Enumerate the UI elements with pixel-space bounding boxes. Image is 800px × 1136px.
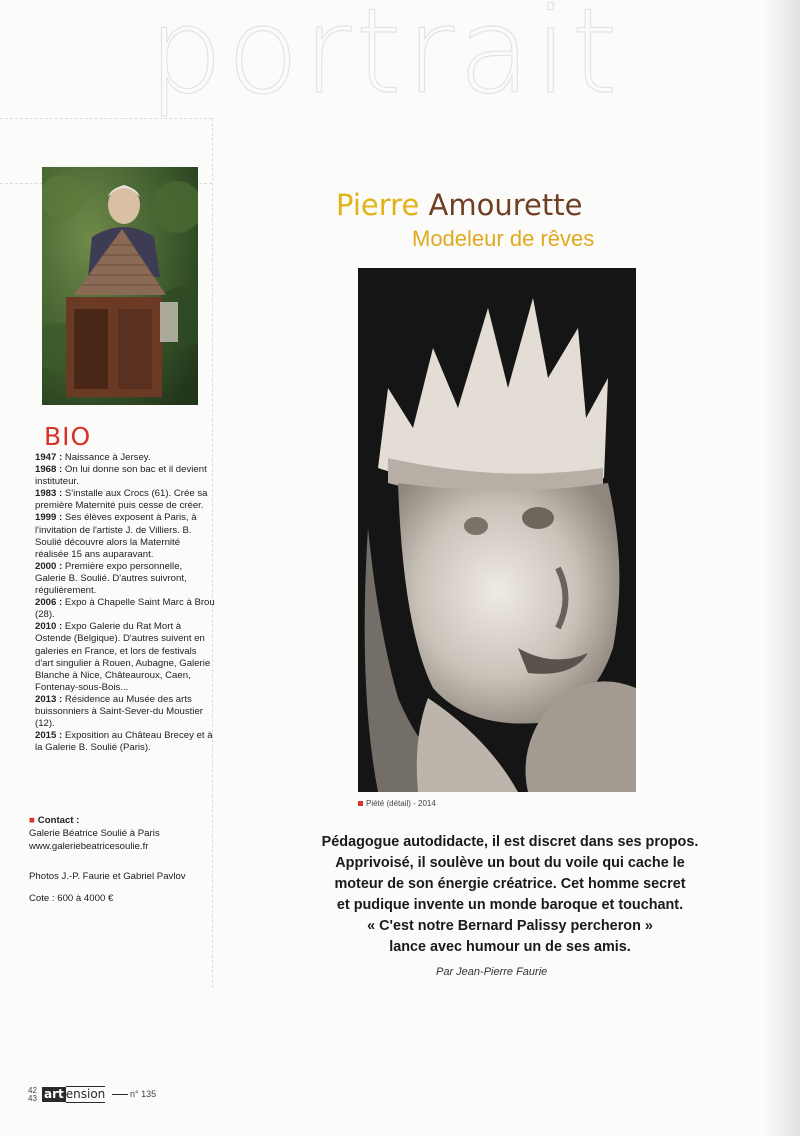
page-numbers [28, 1087, 37, 1103]
bio-item-2013 [35, 694, 215, 730]
bio-text: On lui donne son bac et il devient instituteur. [35, 464, 207, 488]
bio-item-2015 [35, 730, 215, 754]
author-byline: Par Jean-Pierre Faurie [436, 966, 548, 978]
intro-line: Apprivoisé, il soulève un bout du voile qui cache le [335, 855, 685, 871]
sculpture-photo [358, 268, 636, 792]
intro-paragraph [290, 832, 730, 958]
bio-item-2010 [35, 621, 215, 694]
bio-text: S'installe aux Crocs (61). Crée sa première Maternité puis cesse de créer. [35, 488, 208, 512]
artist-portrait-photo [42, 167, 198, 405]
artist-last-name: Amourette [428, 188, 583, 222]
logo-ension: ension [65, 1087, 106, 1101]
article-subtitle: Modeleur de rêves [412, 226, 595, 251]
contact-block [29, 814, 214, 853]
bio-item-1968 [35, 464, 215, 488]
contact-website-link[interactable]: www.galeriebeatricesoulie.fr [29, 841, 149, 852]
section-watermark: portrait [148, 0, 622, 120]
bio-item-2006 [35, 597, 215, 621]
artist-first-name: Pierre [336, 188, 420, 222]
photo-credits: Photos J.-P. Faurie et Gabriel Pavlov [29, 871, 186, 882]
price-range: Cote : 600 à 4000 € [29, 893, 114, 904]
page-number-left: 42 [28, 1086, 37, 1095]
page-gutter-shadow [764, 0, 800, 1136]
bio-year: 2010 : [35, 621, 63, 633]
issue-number: n° 135 [130, 1089, 157, 1099]
bio-year: 1999 : [35, 512, 63, 524]
bio-year: 2000 : [35, 560, 63, 572]
bio-item-1947 [35, 452, 215, 464]
bio-text: Expo Galerie du Rat Mort à Ostende (Belgique). D'autres suivent en galeries en France, et lors de festivals d'art singulier à Rouen, Aubagne, Galerie Blanche à Nice, Châteauroux, Caen, Fontenay-sous-Bois... [35, 621, 211, 693]
magazine-logo [42, 1086, 105, 1103]
contact-heading-row [29, 814, 214, 827]
bio-year: 1968 : [35, 464, 63, 476]
bio-item-1999 [35, 512, 215, 560]
square-bullet-icon [358, 801, 363, 806]
page-number-right: 43 [28, 1094, 37, 1103]
bio-year: 1983 : [35, 488, 63, 500]
bio-text: Exposition au Château Brecey et à la Galerie B. Soulié (Paris). [35, 730, 213, 754]
photo-caption-text: Piété (détail) - 2014 [366, 799, 436, 808]
logo-rule [112, 1094, 128, 1095]
bio-text: Première expo personnelle, Galerie B. Soulié. D'autres suivront, régulièrement. [35, 560, 187, 597]
logo-art: art [44, 1087, 64, 1101]
contact-gallery: Galerie Béatrice Soulié à Paris [29, 828, 160, 839]
bio-year: 2013 : [35, 693, 63, 705]
intro-line: et pudique invente un monde baroque et touchant. [336, 897, 684, 913]
artist-name [336, 188, 582, 222]
photo-caption [358, 799, 436, 808]
intro-line: Pédagogue autodidacte, il est discret dans ses propos. [321, 834, 699, 850]
bio-year: 2015 : [35, 730, 63, 742]
bio-text: Résidence au Musée des arts buissonniers à Saint-Sever-du Moustier (12). [35, 693, 203, 730]
contact-heading: Contact : [37, 815, 80, 826]
sidebar-top-rule [0, 118, 212, 119]
bio-text: Ses élèves exposent à Paris, à l'invitation de l'artiste J. de Villiers. B. Soulié découvre alors la Maternité réalisée 15 ans auparavant. [35, 512, 197, 560]
bio-text: Expo à Chapelle Saint Marc à Brou (28). [35, 597, 215, 621]
bio-item-2000 [35, 561, 215, 597]
bio-timeline [35, 452, 215, 754]
bio-year: 2006 : [35, 597, 63, 609]
bio-text: Naissance à Jersey. [62, 452, 151, 463]
bio-item-1983 [35, 488, 215, 512]
intro-line: « C'est notre Bernard Palissy percheron » [367, 918, 653, 934]
intro-line: moteur de son énergie créatrice. Cet homme secret [334, 876, 686, 892]
bio-heading: BIO [44, 422, 92, 451]
square-bullet-icon: ■ [29, 815, 35, 826]
intro-line: lance avec humour un de ses amis. [389, 939, 631, 955]
bio-year: 1947 : [35, 452, 63, 463]
